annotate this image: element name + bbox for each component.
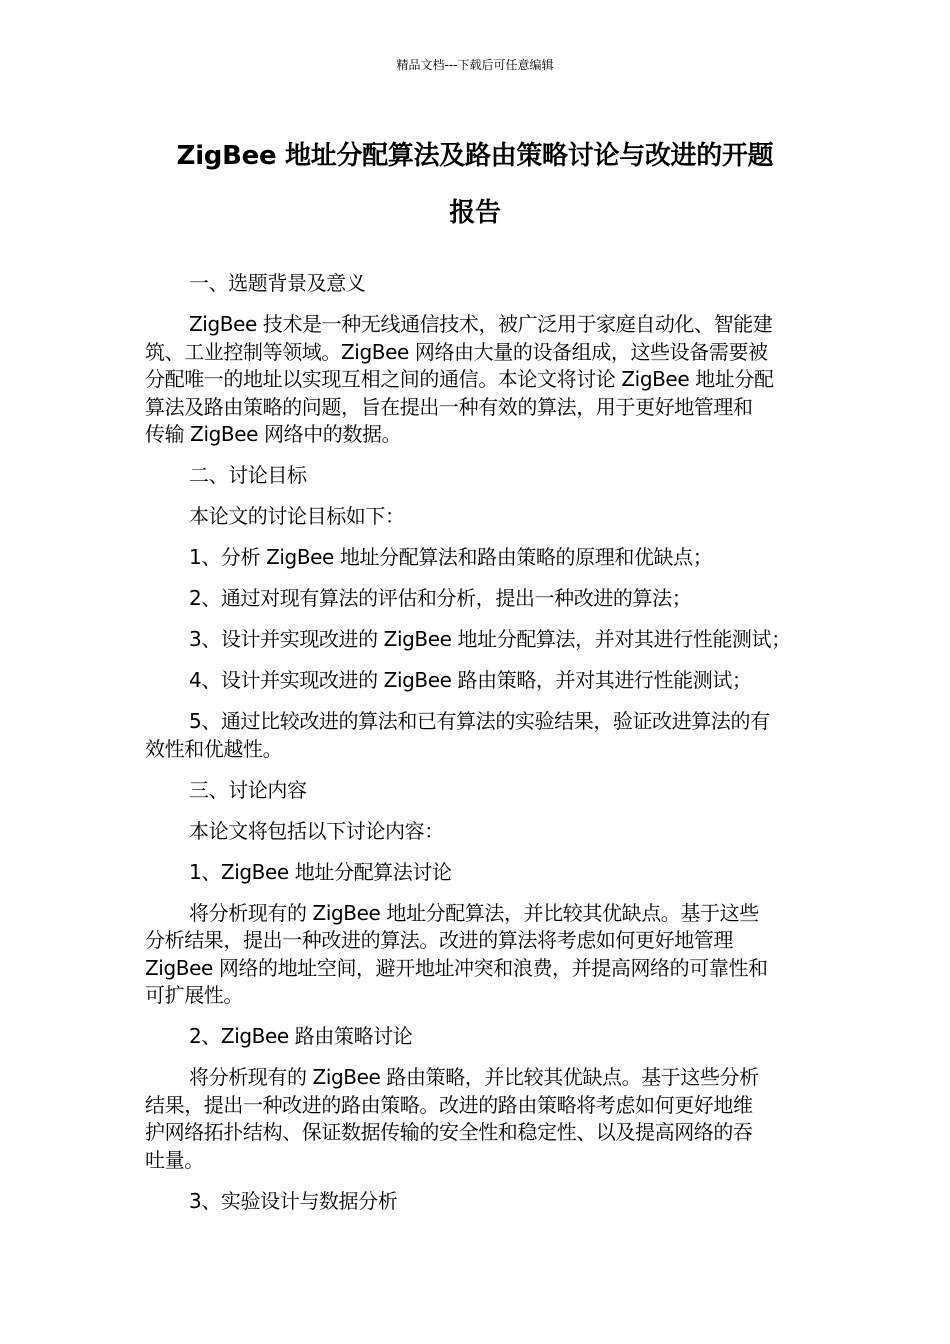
paragraph — [145, 544, 815, 572]
paragraph — [145, 667, 815, 695]
paragraph-line: 护网络拓扑结构、保证数据传输的安全性和稳定性、以及提高网络的吞 — [145, 1120, 753, 1144]
paragraph — [145, 818, 815, 846]
paragraph-line: ZigBee 网络的地址空间，避开地址冲突和浪费，并提高网络的可靠性和 — [145, 955, 768, 980]
paragraph-line: 一、选题背景及意义 — [189, 271, 366, 295]
document-title-line-2: 报告 — [449, 198, 501, 228]
paragraph — [145, 626, 815, 654]
paragraph-line: 分配唯一的地址以实现互相之间的通信。本论文将讨论 ZigBee 地址分配 — [145, 367, 774, 391]
header-note: 精品文档---下载后可任意编辑 — [396, 58, 554, 72]
paragraph-line: 算法及路由策略的问题，旨在提出一种有效的算法，用于更好地管理和 — [145, 394, 753, 419]
paragraph — [145, 859, 815, 887]
paragraph-line: 2、通过对现有算法的评估和分析，提出一种改进的算法； — [189, 586, 692, 610]
paragraph-line: 吐量。 — [145, 1147, 204, 1172]
paragraph-line: 筑、工业控制等领域。ZigBee 网络由大量的设备组成，这些设备需要被 — [145, 339, 768, 364]
paragraph-line: 将分析现有的 ZigBee 地址分配算法，并比较其优缺点。基于这些 — [189, 900, 759, 925]
paragraph-line: 3、实验设计与数据分析 — [189, 1188, 398, 1213]
paragraph-line: 3、设计并实现改进的 ZigBee 地址分配算法，并对其进行性能测试； — [189, 627, 791, 651]
paragraph-line: 二、讨论目标 — [189, 463, 307, 487]
paragraph — [145, 503, 815, 531]
paragraph-line: 2、ZigBee 路由策略讨论 — [189, 1024, 413, 1048]
paragraph — [145, 900, 815, 1010]
paragraph-line: 1、ZigBee 地址分配算法讨论 — [189, 859, 452, 884]
paragraph-line: 本论文的讨论目标如下： — [189, 504, 405, 528]
paragraph-line: 4、设计并实现改进的 ZigBee 路由策略，并对其进行性能测试； — [189, 668, 752, 692]
paragraph-line: 1、分析 ZigBee 地址分配算法和路由策略的原理和优缺点； — [189, 545, 713, 569]
paragraph — [145, 1064, 815, 1174]
paragraph — [145, 1188, 815, 1216]
paragraph-line: 将分析现有的 ZigBee 路由策略，并比较其优缺点。基于这些分析 — [189, 1065, 759, 1089]
paragraph — [145, 462, 815, 490]
paragraph — [145, 1023, 815, 1051]
paragraph-line: 本论文将包括以下讨论内容： — [189, 818, 444, 843]
paragraph — [145, 708, 815, 763]
paragraph-line: 传输 ZigBee 网络中的数据。 — [145, 422, 402, 446]
paragraph-line: 可扩展性。 — [145, 983, 243, 1007]
paragraph-line: 结果，提出一种改进的路由策略。改进的路由策略将考虑如何更好地维 — [145, 1092, 753, 1117]
document-title-line-1: ZigBee 地址分配算法及路由策略讨论与改进的开题 — [176, 141, 774, 171]
paragraph — [145, 270, 815, 298]
paragraph — [145, 777, 815, 805]
paragraph-line: 三、讨论内容 — [189, 777, 307, 802]
paragraph-line: ZigBee 技术是一种无线通信技术，被广泛用于家庭自动化、智能建 — [189, 312, 773, 336]
paragraph-line: 效性和优越性。 — [145, 736, 283, 761]
paragraph — [145, 311, 815, 449]
paragraph — [145, 585, 815, 613]
paragraph-line: 5、通过比较改进的算法和已有算法的实验结果，验证改进算法的有 — [189, 709, 770, 733]
paragraph-line: 分析结果，提出一种改进的算法。改进的算法将考虑如何更好地管理 — [145, 928, 733, 952]
document-body — [145, 270, 815, 1229]
